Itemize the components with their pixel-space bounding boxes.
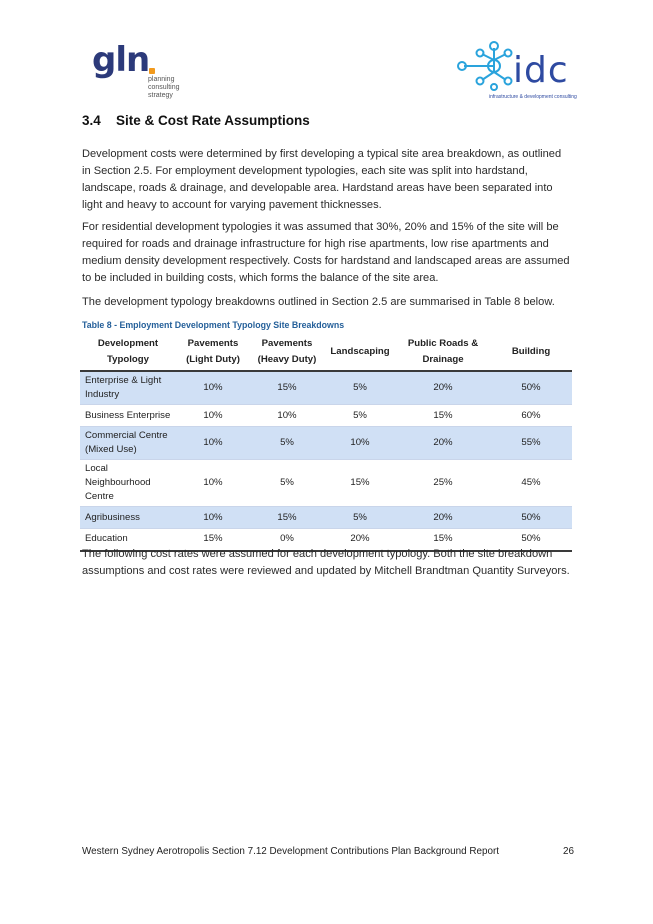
value-cell: 20% <box>350 533 370 545</box>
value-cell: 20% <box>433 511 453 523</box>
header-development-typology: Development Typology <box>97 338 159 365</box>
idc-logo-wordmark: idc <box>513 50 569 91</box>
value-cell: 10% <box>350 437 370 448</box>
typology-cell: Commercial Centre (Mixed Use) <box>85 430 168 455</box>
value-cell: 45% <box>521 477 541 488</box>
value-cell: 50% <box>521 511 541 523</box>
value-cell: 20% <box>433 382 453 393</box>
table-row <box>80 427 572 460</box>
table-caption: Table 8 - Employment Development Typology Site Breakdowns <box>82 320 345 330</box>
header-pavements-heavy: Pavements (Heavy Duty) <box>257 338 317 365</box>
idc-logo-tagline: infrastructure & development consulting <box>489 94 577 100</box>
typology-cell: Education <box>85 533 128 545</box>
value-cell: 10% <box>203 382 223 393</box>
header-pavements-light: Pavements (Light Duty) <box>186 338 240 365</box>
gln-logo-dot <box>149 68 155 74</box>
value-cell: 60% <box>521 409 541 421</box>
value-cell: 0% <box>280 533 294 545</box>
value-cell: 20% <box>433 437 453 448</box>
typology-cell: Agribusiness <box>85 511 140 523</box>
idc-logo <box>454 38 582 104</box>
value-cell: 10% <box>203 477 223 488</box>
value-cell: 15% <box>433 533 453 545</box>
paragraph-site-breakdown: Development costs were determined by first developing a typical site area breakdown, as outlined in Section 2.5. For employment development typologies, each site was split into hardstand, landscape, roads & drainage, and developable area. Hardstand areas have been separated into light and heavy to account for varying pavement thicknesses. <box>82 148 562 211</box>
page-footer <box>82 846 574 857</box>
header-public-roads-drainage: Public Roads & Drainage <box>407 338 479 365</box>
value-cell: 5% <box>353 382 367 393</box>
value-cell: 15% <box>203 533 223 545</box>
gln-logo-wordmark: gln <box>92 40 150 80</box>
footer-title: Western Sydney Aerotropolis Section 7.12 Development Contributions Plan Background Report <box>82 846 499 857</box>
value-cell: 5% <box>353 409 367 421</box>
typology-cell: Business Enterprise <box>85 409 171 421</box>
value-cell: 55% <box>521 437 541 448</box>
section-title: Site & Cost Rate Assumptions <box>116 113 310 128</box>
value-cell: 10% <box>203 511 223 523</box>
value-cell: 5% <box>280 477 294 488</box>
value-cell: 10% <box>277 409 297 421</box>
value-cell: 15% <box>277 382 297 393</box>
site-breakdown-table <box>80 334 572 552</box>
typology-cell: Local Neighbourhood Centre <box>85 463 151 502</box>
value-cell: 50% <box>521 382 541 393</box>
section-heading <box>82 113 310 128</box>
gln-logo <box>92 40 192 102</box>
typology-cell: Enterprise & Light Industry <box>85 375 162 400</box>
table-row <box>80 371 572 405</box>
table-row <box>80 405 572 427</box>
value-cell: 50% <box>521 533 541 545</box>
header-building: Building <box>511 346 551 357</box>
value-cell: 10% <box>203 437 223 448</box>
value-cell: 15% <box>277 511 297 523</box>
table-row <box>80 507 572 529</box>
value-cell: 15% <box>350 477 370 488</box>
value-cell: 10% <box>203 409 223 421</box>
page-number: 26 <box>563 846 574 857</box>
header-landscaping: Landscaping <box>330 346 390 357</box>
paragraph-table-intro: The development typology breakdowns outlined in Section 2.5 are summarised in Table 8 below. <box>82 296 555 308</box>
value-cell: 25% <box>433 477 453 488</box>
table-row <box>80 460 572 507</box>
value-cell: 5% <box>280 437 294 448</box>
value-cell: 5% <box>353 511 367 523</box>
gln-logo-tagline: planning consulting strategy <box>148 76 180 99</box>
value-cell: 15% <box>433 409 453 421</box>
paragraph-residential: For residential development typologies it was assumed that 30%, 20% and 15% of the site will be required for roads and drainage infrastructure for high rise apartments, low rise apartments and medium density development respectively. Costs for hardstand and landscaped areas are assumed to be included in building costs, which forms the balance of the site area. <box>82 221 570 284</box>
table-header-row <box>80 334 572 371</box>
paragraph-cost-rates: The following cost rates were assumed for each development typology. Both the site breakdown assumptions and cost rates were reviewed and updated by Mitchell Brandtman Quantity Surveyors. <box>82 548 570 577</box>
section-number: 3.4 <box>82 113 101 128</box>
